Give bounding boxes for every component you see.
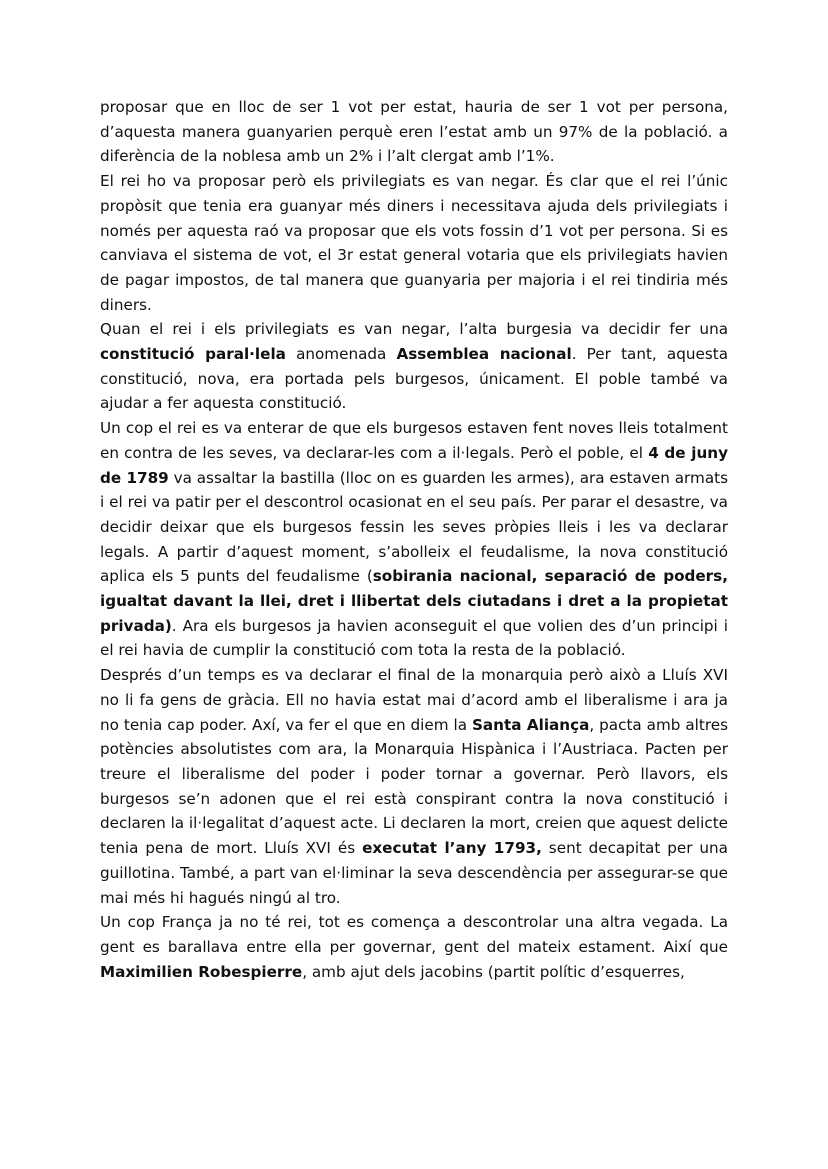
text-segment: El rei ho va proposar però els privilegiats es van negar. És clar que el rei l’únic propòsit que tenia era guanyar més diners i necessitava ajuda dels privilegiats i només per aquesta raó va proposar que els vots fossin d’1 vot per persona. Si es canviava el sistema de vot, el 3r estat general votaria que els privilegiats havien de pagar impostos, de tal manera que guanyaria per majoria i el rei tindiria més diners. [100,172,728,314]
text-segment: anomenada [285,345,397,364]
bold-text: executat l’any 1793, [362,839,542,858]
text-segment: Un cop el rei es va enterar de que els burgesos estaven fent noves lleis totalment en contra de les seves, va declarar-les com a il·legals. Però el poble, el [100,419,728,462]
text-segment: , amb ajut dels jacobins (partit polític d’esquerres, [302,962,685,981]
text-segment: , pacta amb altres potències absolutistes com ara, la Monarquia Hispànica i l’Austriaca. Pacten per treure el liberalisme del poder i poder tornar a governar. Però llavors, els burgesos se’n adonen que el rei està conspirant contra la nova constitució i declaren la il·legalitat d’aquest acte. Li declaren la mort, creien que aquest delicte tenia pena de mort. Lluís XVI és [100,715,728,858]
text-segment: Un cop França ja no té rei, tot es comença a descontrolar una altra vegada. La gent es barallava entre ella per governar, gent del mateix estament. Així que [100,913,728,956]
paragraph [100,317,728,416]
paragraph [100,663,728,910]
text-segment: . Ara els burgesos ja havien aconseguit el que volien des d’un principi i el rei havia de cumplir la constitució com tota la resta de la població. [100,616,728,660]
text-segment: Després d’un temps es va declarar el final de la monarquia però això a Lluís XVI no li fa gens de gràcia. Ell no havia estat mai d’acord amb el liberalisme i ara ja no tenia cap poder. Axí, va fer el que en diem la [100,666,728,734]
body-text [100,95,728,984]
text-segment: sent decapitat per una guillotina. També, a part van el·liminar la seva descendència per assegurar-se que mai més hi hagués ningú al tro. [100,839,728,907]
bold-text: constitució paral·lela [100,345,286,364]
bold-text: 4 de juny de 1789 [100,443,729,487]
bold-text: Assemblea nacional [396,345,572,364]
paragraph [100,95,728,169]
bold-text: Maximilien Robespierre [100,962,303,981]
paragraph [100,910,728,984]
paragraph [100,169,728,317]
bold-text: sobirania nacional, separació de poders, igualtat davant la llei, dret i llibertat dels ciutadans i dret a la propietat privada) [100,567,728,635]
bold-text: Santa Aliança [471,715,590,734]
text-segment: Quan el rei i els privilegiats es van negar, l’alta burgesia va decidir fer una [100,320,728,339]
text-segment: va assaltar la bastilla (lloc on es guarden les armes), ara estaven armats i el rei va patir per el descontrol ocasionat en el seu país. Per parar el desastre, va decidir deixar que els burgesos fessin les seves pròpies lleis i les va declarar legals. A partir d’aquest moment, s’abolleix el feudalisme, la nova constitució aplica els 5 punts del feudalisme ( [100,468,728,586]
text-segment: proposar que en lloc de ser 1 vot per estat, hauria de ser 1 vot per persona, d’aquesta manera guanyarien perquè eren l’estat amb un 97% de la població. a diferència de la noblesa amb un 2% i l’alt clergat amb l’1%. [100,98,728,166]
text-segment: . Per tant, aquesta constitució, nova, era portada pels burgesos, únicament. El poble també va ajudar a fer aquesta constitució. [100,345,728,413]
paragraph [100,416,728,663]
